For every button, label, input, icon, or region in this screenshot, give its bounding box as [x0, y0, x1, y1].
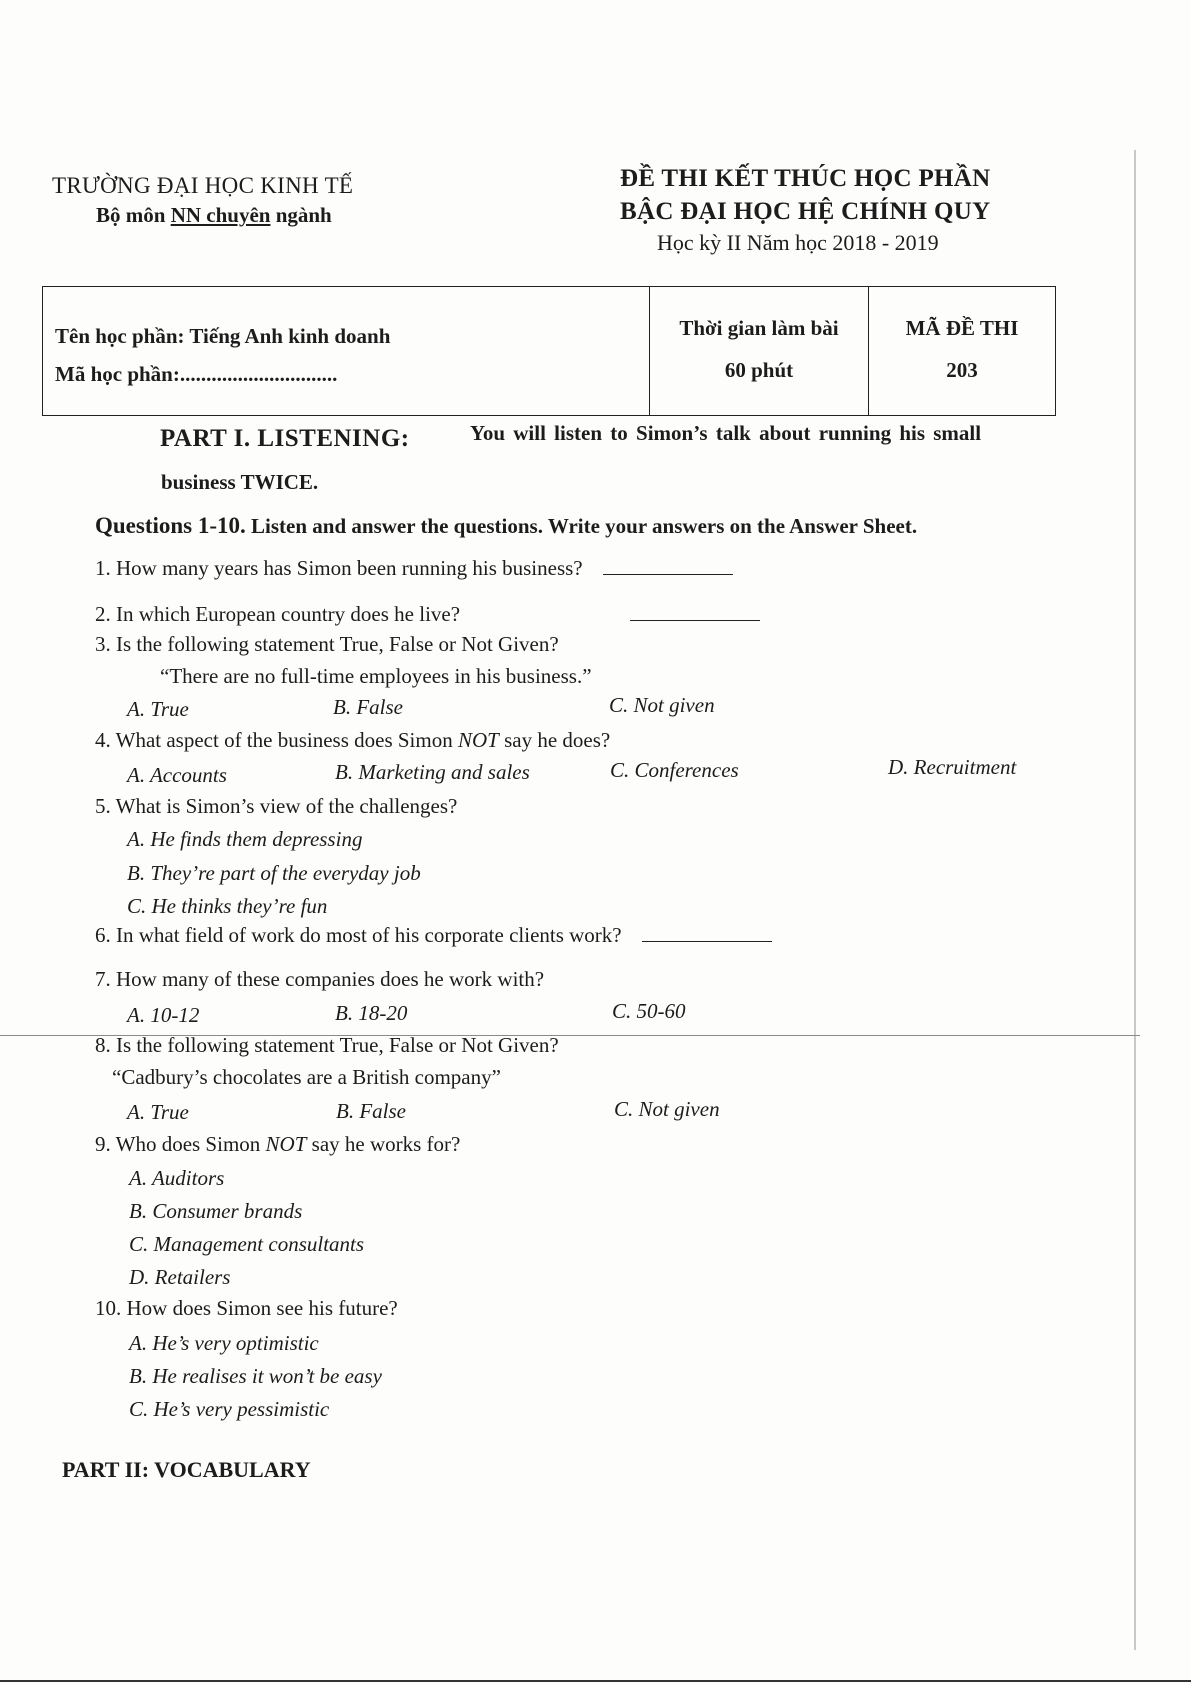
course-info-cell	[43, 287, 650, 416]
scan-edge-line	[1134, 150, 1136, 1650]
department-prefix: Bộ môn	[96, 203, 171, 227]
exam-term: Học kỳ II Năm học 2018 - 2019	[657, 230, 939, 255]
question-4-option-a: A. Accounts	[127, 763, 227, 787]
question-10-text: 10. How does Simon see his future?	[95, 1296, 398, 1320]
scan-bottom-line	[0, 1680, 1191, 1682]
question-9-option-a: A. Auditors	[129, 1166, 225, 1190]
question-1	[95, 556, 733, 581]
question-8-quote: “Cadbury’s chocolates are a British company”	[112, 1065, 501, 1089]
part1-instruction: You will listen to Simon’s talk about running his small	[470, 421, 982, 445]
time-label: Thời gian làm bài	[679, 316, 839, 340]
question-2-text: 2. In which European country does he live?	[95, 602, 461, 626]
question-9-option-d: D. Retailers	[129, 1265, 231, 1289]
time-cell	[650, 287, 869, 416]
course-name: Tên học phần: Tiếng Anh kinh doanh	[55, 324, 391, 348]
question-4-text	[95, 728, 610, 753]
question-10-option-a: A. He’s very optimistic	[129, 1331, 319, 1355]
part1-instruction-cont: business TWICE.	[161, 470, 319, 494]
question-3-option-b: B. False	[333, 695, 403, 719]
question-4-option-c: C. Conferences	[610, 758, 739, 782]
department	[96, 203, 332, 228]
question-7-option-a: A. 10-12	[127, 1003, 200, 1027]
exam-info-table	[42, 286, 1056, 416]
question-8-option-b: B. False	[336, 1099, 406, 1123]
questions-instruction: Listen and answer the questions. Write your answers on the Answer Sheet.	[251, 514, 918, 538]
exam-code-label: MÃ ĐỀ THI	[905, 316, 1019, 340]
question-4-pre: 4. What aspect of the business does Simon	[95, 728, 458, 752]
question-6-text: 6. In what field of work do most of his corporate clients work?	[95, 923, 622, 947]
answer-blank	[603, 556, 733, 575]
question-3-option-c: C. Not given	[609, 693, 715, 717]
question-9-not: NOT	[265, 1132, 307, 1156]
question-1-text: 1. How many years has Simon been running his business?	[95, 556, 583, 580]
questions-label: Questions 1-10.	[95, 513, 246, 538]
question-7-text: 7. How many of these companies does he work with?	[95, 967, 545, 991]
question-2	[95, 602, 760, 627]
question-7-option-b: B. 18-20	[335, 1001, 408, 1025]
question-3-text: 3. Is the following statement True, False or Not Given?	[95, 632, 559, 656]
question-10-option-c: C. He’s very pessimistic	[129, 1397, 330, 1421]
question-9-option-b: B. Consumer brands	[129, 1199, 303, 1223]
question-4-option-d: D. Recruitment	[888, 755, 1017, 779]
question-3-quote: “There are no full-time employees in his business.”	[160, 664, 592, 688]
question-9-text	[95, 1132, 460, 1157]
question-5-text: 5. What is Simon’s view of the challenges?	[95, 794, 458, 818]
part1-title: PART I. LISTENING:	[160, 425, 410, 452]
question-9-option-c: C. Management consultants	[129, 1232, 365, 1256]
answer-blank	[630, 602, 760, 621]
university-name: TRƯỜNG ĐẠI HỌC KINH TẾ	[52, 173, 354, 198]
part2-title: PART II: VOCABULARY	[62, 1457, 311, 1482]
question-4-post: say he does?	[498, 728, 611, 752]
time-value: 60 phút	[724, 358, 794, 382]
question-4-not: NOT	[457, 728, 499, 752]
exam-level: BẬC ĐẠI HỌC HỆ CHÍNH QUY	[620, 198, 991, 225]
question-5-option-b: B. They’re part of the everyday job	[127, 861, 421, 885]
department-suffix: ngành	[270, 203, 332, 227]
question-5-option-c: C. He thinks they’re fun	[127, 894, 328, 918]
question-10-option-b: B. He realises it won’t be easy	[129, 1364, 382, 1388]
department-underlined: NN chuyên	[170, 203, 271, 227]
question-7-option-c: C. 50-60	[612, 999, 686, 1023]
exam-code-cell	[869, 287, 1056, 416]
question-4-option-b: B. Marketing and sales	[335, 760, 530, 784]
question-8-text: 8. Is the following statement True, False or Not Given?	[95, 1033, 559, 1057]
question-9-post: say he works for?	[306, 1132, 461, 1156]
question-5-option-a: A. He finds them depressing	[127, 827, 363, 851]
question-9-pre: 9. Who does Simon	[95, 1132, 266, 1156]
exam-code-value: 203	[946, 358, 978, 382]
questions-heading	[95, 513, 917, 539]
question-8-option-c: C. Not given	[614, 1097, 720, 1121]
question-8-option-a: A. True	[127, 1100, 189, 1124]
question-3-option-a: A. True	[127, 697, 189, 721]
exam-title: ĐỀ THI KẾT THÚC HỌC PHẦN	[620, 165, 991, 192]
answer-blank	[642, 923, 772, 942]
question-6	[95, 923, 772, 948]
course-code: Mã học phần:..............................	[55, 362, 338, 386]
